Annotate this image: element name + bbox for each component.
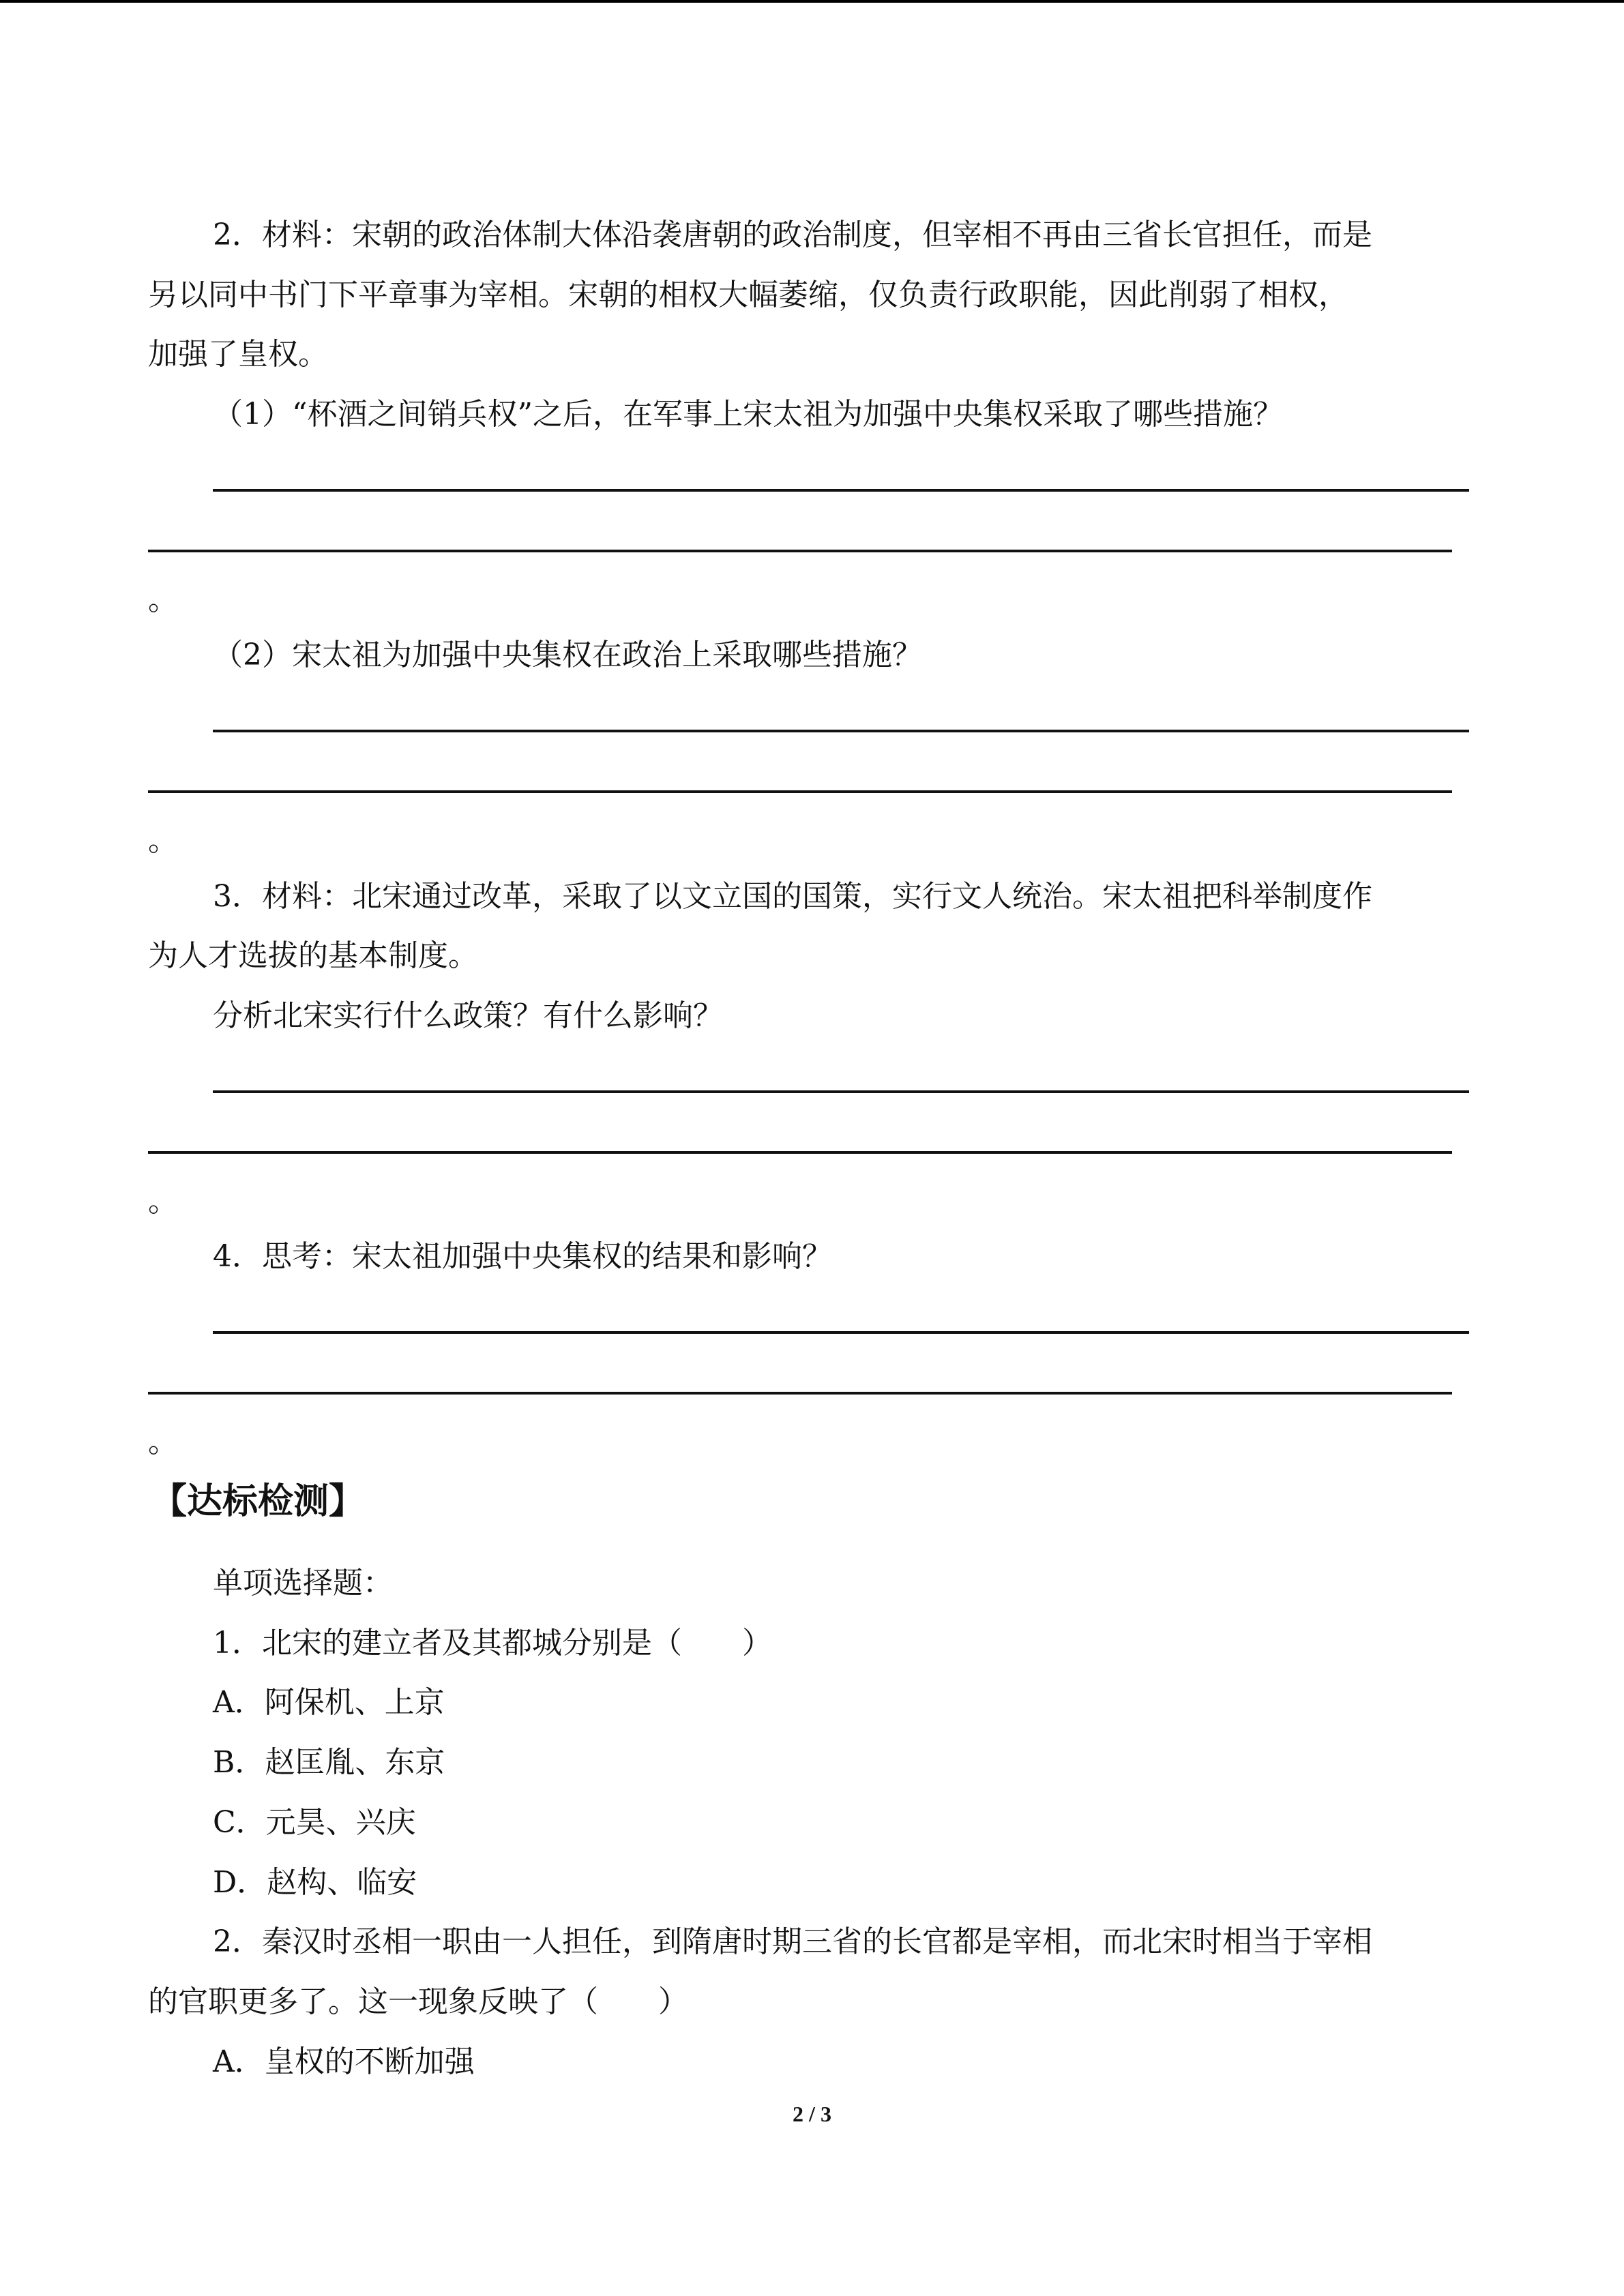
end-mark: 。	[148, 582, 178, 617]
section-heading: 【达标检测】	[151, 1481, 365, 1522]
answer-line[interactable]	[213, 1331, 1469, 1334]
q2-material-line-3: 加强了皇权。	[148, 337, 328, 372]
end-mark: 。	[148, 1184, 178, 1219]
q2-sub-question-1: （1）“杯酒之间销兵权”之后，在军事上宋太祖为加强中央集权采取了哪些措施？	[213, 397, 1283, 432]
q3-material-line-2: 为人才选拔的基本制度。	[148, 938, 478, 973]
answer-line[interactable]	[148, 1392, 1452, 1395]
mc1-stem: 1．北宋的建立者及其都城分别是（ ）	[213, 1626, 772, 1660]
q3-prompt: 分析北宋实行什么政策？有什么影响？	[213, 998, 723, 1033]
q2-sub-question-2: （2）宋太祖为加强中央集权在政治上采取哪些措施？	[213, 638, 922, 672]
answer-line[interactable]	[213, 1090, 1469, 1093]
mc1-option-a[interactable]: A．阿保机、上京	[213, 1685, 445, 1720]
answer-line[interactable]	[148, 1151, 1452, 1154]
end-mark: 。	[148, 1425, 178, 1459]
mc1-option-d[interactable]: D．赵构、临安	[213, 1865, 417, 1900]
answer-line[interactable]	[148, 550, 1452, 552]
answer-line[interactable]	[213, 489, 1469, 492]
end-mark: 。	[148, 823, 178, 858]
assessment-instruction: 单项选择题：	[213, 1566, 393, 1600]
mc1-option-b[interactable]: B．赵匡胤、东京	[213, 1745, 445, 1780]
mc2-stem-line-2: 的官职更多了。这一现象反映了（ ）	[148, 1984, 688, 2019]
q4-prompt: 4．思考：宋太祖加强中央集权的结果和影响？	[213, 1239, 832, 1274]
q2-material-line-2: 另以同中书门下平章事为宰相。宋朝的相权大幅萎缩，仅负责行政职能，因此削弱了相权，	[148, 278, 1348, 312]
page-number: 2 / 3	[793, 2102, 831, 2126]
answer-line[interactable]	[213, 730, 1469, 732]
q3-material-line-1: 3．材料：北宋通过改革，采取了以文立国的国策，实行文人统治。宋太祖把科举制度作	[213, 879, 1372, 914]
answer-line[interactable]	[148, 790, 1452, 793]
mc2-option-a[interactable]: A．皇权的不断加强	[213, 2044, 475, 2079]
mc1-option-c[interactable]: C．元昊、兴庆	[213, 1805, 416, 1840]
mc2-stem-line-1: 2．秦汉时丞相一职由一人担任，到隋唐时期三省的长官都是宰相，而北宋时相当于宰相	[213, 1924, 1372, 1959]
q2-material-line-1: 2．材料：宋朝的政治体制大体沿袭唐朝的政治制度，但宰相不再由三省长官担任，而是	[213, 218, 1372, 252]
